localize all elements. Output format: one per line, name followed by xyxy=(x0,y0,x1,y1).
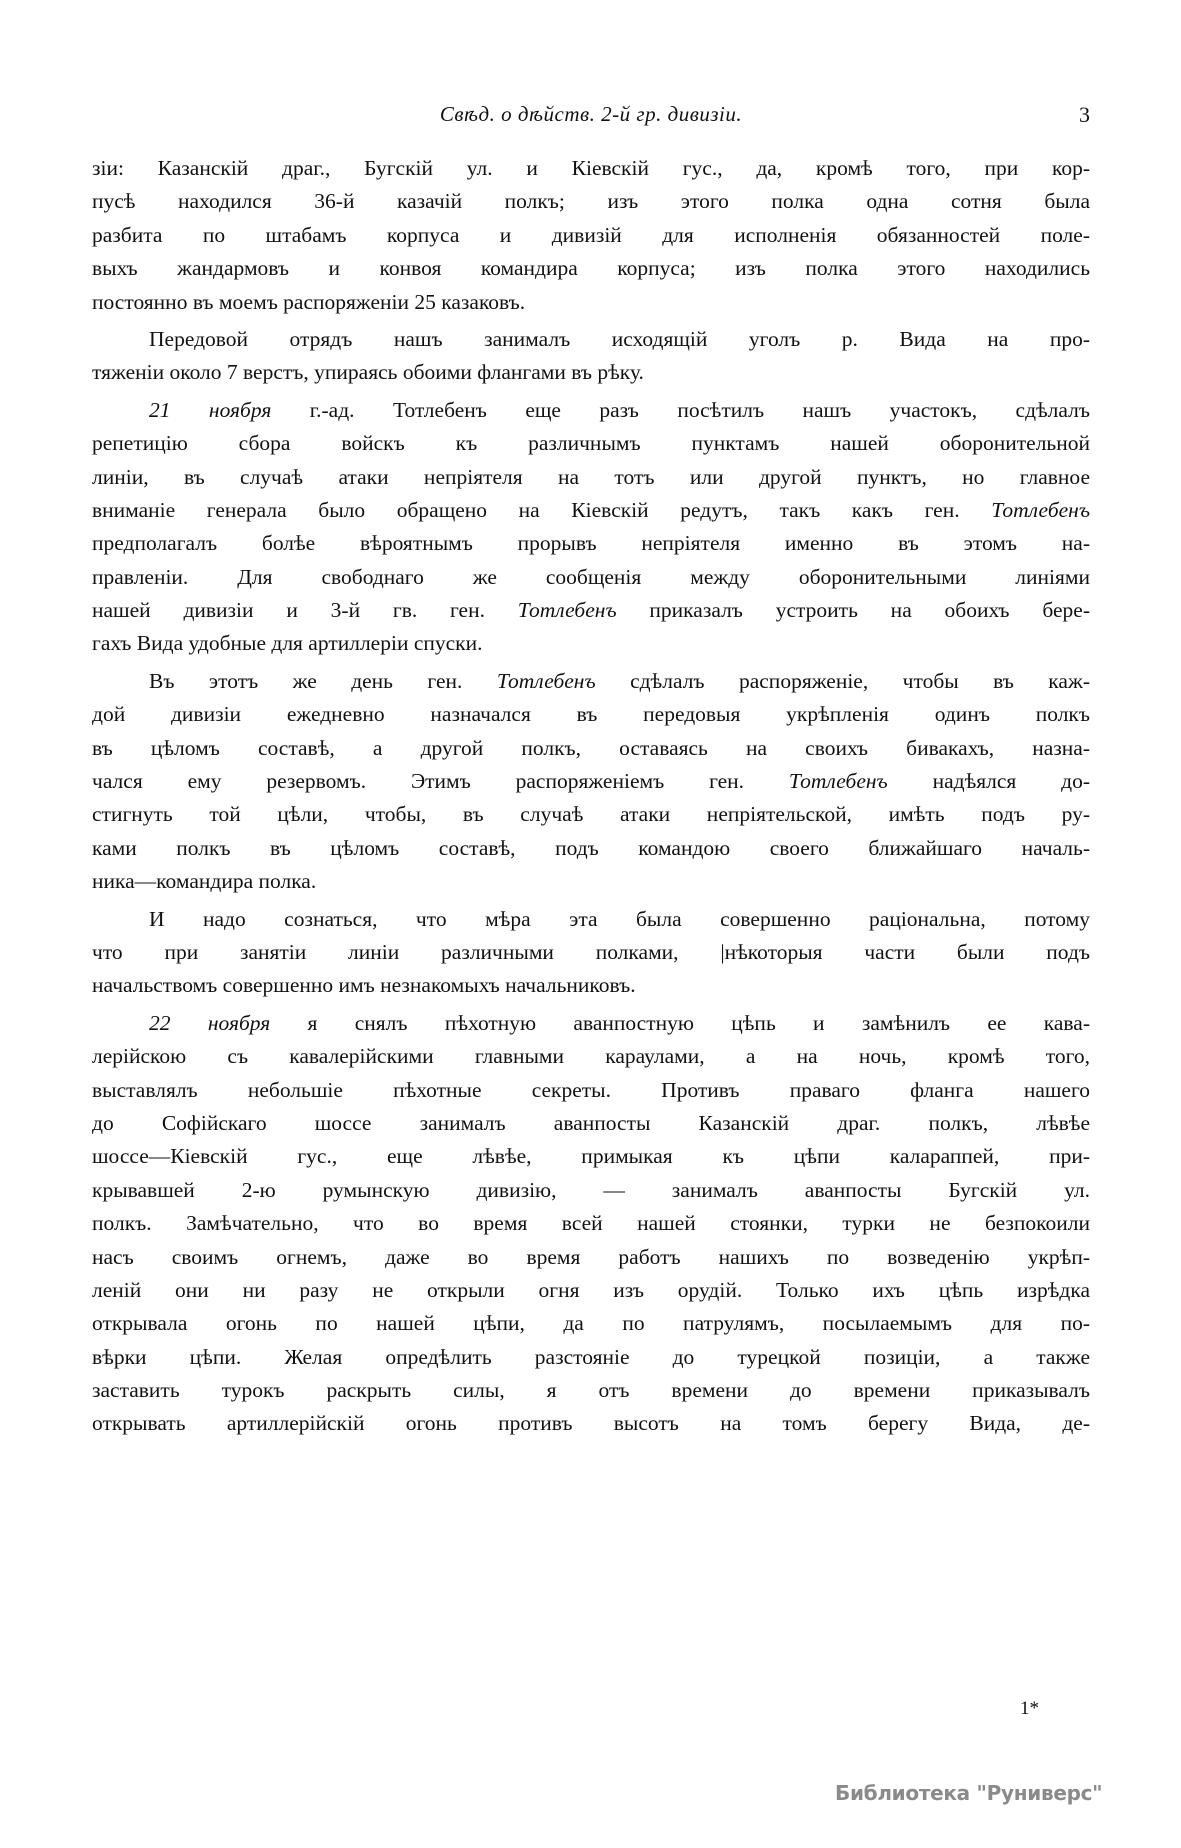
text-line: Передовой отрядъ нашъ занималъ исходящій уголъ р. Вида на про- xyxy=(149,326,1090,351)
paragraph xyxy=(92,903,1090,1003)
page-number: 3 xyxy=(1079,102,1090,127)
text-line: линіи, въ случаѣ атаки непріятеля на тотъ или другой пунктъ, но главное xyxy=(92,464,1090,489)
library-watermark: Библиотека "Руниверс" xyxy=(835,1781,1103,1805)
text-line: репетицію сбора войскъ къ различнымъ пунктамъ нашей оборонительной xyxy=(92,431,1090,456)
text-line: 21 ноября г.-ад. Тотлебенъ еще разъ посѣтилъ нашъ участокъ, сдѣлалъ xyxy=(149,397,1090,422)
text-line: Въ этотъ же день ген. Тотлебенъ сдѣлалъ распоряженіе, чтобы въ каж- xyxy=(149,668,1090,693)
text-line: открывала огонь по нашей цѣпи, да по патрулямъ, посылаемымъ для по- xyxy=(92,1311,1090,1336)
text-line: крывавшей 2-ю румынскую дивизію, — занималъ аванпосты Бугскій ул. xyxy=(92,1177,1090,1202)
text-line: до Софійскаго шоссе занималъ аванпосты Казанскій драг. полкъ, лѣвѣе xyxy=(92,1110,1090,1135)
paragraph xyxy=(92,1007,1090,1441)
paragraph xyxy=(92,394,1090,661)
text-line: полкъ. Замѣчательно, что во время всей нашей стоянки, турки не безпокоили xyxy=(92,1211,1090,1236)
body-text xyxy=(92,152,1090,1445)
text-line: заставить турокъ раскрыть силы, я отъ времени до времени приказывалъ xyxy=(92,1378,1090,1403)
text-line: нашей дивизіи и 3-й гв. ген. Тотлебенъ приказалъ устроить на обоихъ бере- xyxy=(92,598,1090,623)
text-line: зіи: Казанскій драг., Бугскій ул. и Кіевскій гус., да, кромѣ того, при кор- xyxy=(92,156,1090,180)
signature-mark: 1* xyxy=(1020,1698,1039,1719)
text-line: предполагалъ болѣе вѣроятнымъ прорывъ непріятеля именно въ этомъ на- xyxy=(92,531,1090,556)
text-line: насъ своимъ огнемъ, даже во время работъ нашихъ по возведенію укрѣп- xyxy=(92,1244,1090,1269)
text-line: ками полкъ въ цѣломъ составѣ, подъ командою своего ближайшаго началь- xyxy=(92,835,1090,860)
text-line: разбита по штабамъ корпуса и дивизій для исполненія обязанностей поле- xyxy=(92,222,1090,247)
text-line: вниманіе генерала было обращено на Кіевскій редутъ, такъ какъ ген. Тотлебенъ xyxy=(92,497,1090,522)
text-line: постоянно въ моемъ распоряженіи 25 казаковъ. xyxy=(92,289,526,314)
paragraph xyxy=(92,665,1090,899)
text-line: начальствомъ совершенно имъ незнакомыхъ начальниковъ. xyxy=(92,973,636,998)
text-line: тяженіи около 7 верстъ, упираясь обоими флангами въ рѣку. xyxy=(92,360,644,385)
paragraph xyxy=(92,323,1090,390)
text-line: вѣрки цѣпи. Желая опредѣлить разстояніе до турецкой позиціи, а также xyxy=(92,1344,1090,1369)
text-line: выставлялъ небольшіе пѣхотные секреты. Противъ праваго фланга нашего xyxy=(92,1077,1090,1102)
text-line: ника—командира полка. xyxy=(92,869,317,894)
text-line: открывать артиллерійскій огонь противъ высотъ на томъ берегу Вида, де- xyxy=(92,1411,1090,1436)
text-line: шоссе—Кіевскій гус., еще лѣвѣе, примыкая къ цѣпи калараппей, при- xyxy=(92,1144,1090,1169)
italic-emphasis: Тотлебенъ xyxy=(517,598,617,623)
text-line: И надо сознаться, что мѣра эта была совершенно раціональна, потому xyxy=(149,906,1090,931)
italic-emphasis: Тотлебенъ xyxy=(991,497,1090,522)
italic-emphasis: Тотлебенъ xyxy=(788,769,888,794)
text-line: леній они ни разу не открыли огня изъ орудій. Только ихъ цѣпь изрѣдка xyxy=(92,1277,1090,1302)
text-line: гахъ Вида удобные для артиллеріи спуски. xyxy=(92,631,483,656)
text-line: дой дивизіи ежедневно назначался въ передовыя укрѣпленія одинъ полкъ xyxy=(92,702,1090,727)
text-line: что при занятіи линіи различными полками, |нѣкоторыя части были подъ xyxy=(92,939,1090,964)
text-line: чался ему резервомъ. Этимъ распоряженіемъ ген. Тотлебенъ надѣялся до- xyxy=(92,769,1090,794)
paragraph xyxy=(92,152,1090,319)
text-line: стигнуть той цѣли, чтобы, въ случаѣ атаки непріятельской, имѣть подъ ру- xyxy=(92,802,1090,827)
text-line: 22 ноября я снялъ пѣхотную аванпостную цѣпь и замѣнилъ ее кава- xyxy=(149,1010,1090,1035)
italic-emphasis: Тотлебенъ xyxy=(496,668,596,693)
text-line: выхъ жандармовъ и конвоя командира корпуса; изъ полка этого находились xyxy=(92,256,1090,281)
running-header xyxy=(92,102,1090,134)
italic-emphasis: 22 ноября xyxy=(149,1010,271,1035)
text-line: въ цѣломъ составѣ, а другой полкъ, оставаясь на своихъ бивакахъ, назна- xyxy=(92,735,1090,760)
text-line: правленіи. Для свободнаго же сообщенія между оборонительными линіями xyxy=(92,564,1090,589)
italic-emphasis: 21 ноября xyxy=(149,397,272,422)
text-line: лерійскою съ кавалерійскими главными караулами, а на ночь, кромѣ того, xyxy=(92,1044,1090,1069)
text-line: пусѣ находился 36-й казачій полкъ; изъ этого полка одна сотня была xyxy=(92,189,1090,214)
running-title: Свѣд. о дѣйств. 2-й гр. дивизіи. xyxy=(439,102,743,126)
